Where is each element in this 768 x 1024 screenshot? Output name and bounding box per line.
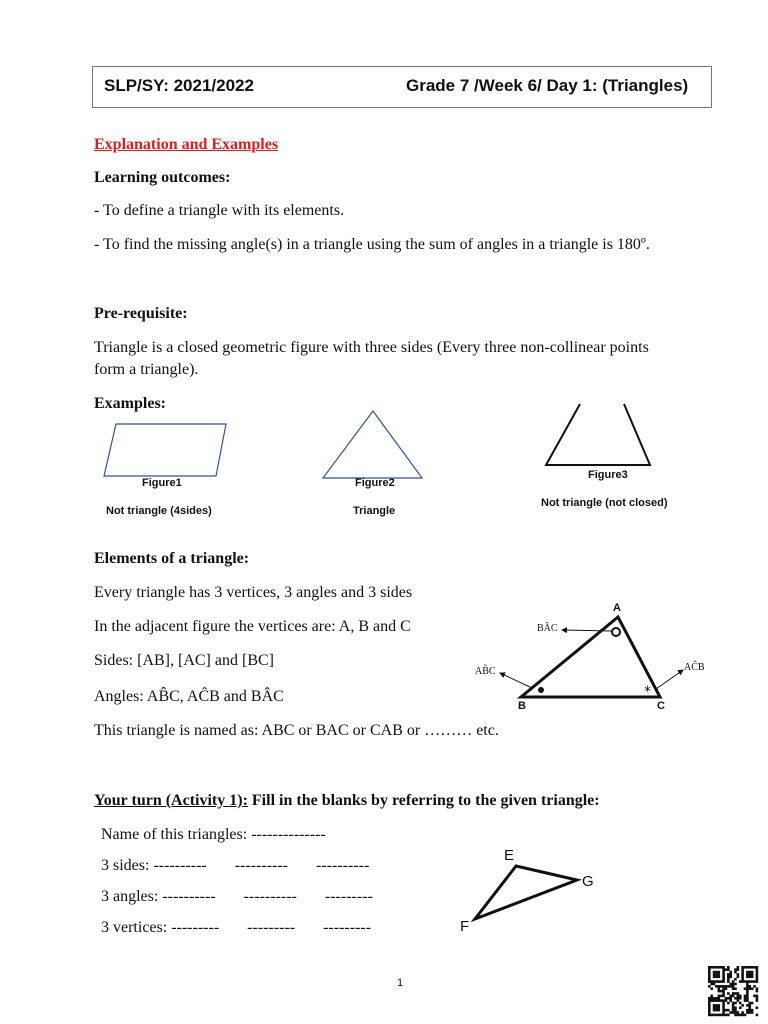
prerequisite-line-1: Triangle is a closed geometric figure with three sides (Every three non-collinear points	[94, 339, 649, 356]
qr-code-icon	[708, 966, 758, 1016]
prerequisite-heading: Pre-requisite:	[94, 305, 188, 322]
header-lesson-title: Grade 7 /Week 6/ Day 1: (Triangles)	[406, 76, 689, 95]
header-school-year: SLP/SY: 2021/2022	[104, 76, 254, 95]
elements-heading: Elements of a triangle:	[94, 550, 250, 567]
section-title: Explanation and Examples	[94, 136, 279, 153]
vertex-b-label: B	[518, 700, 526, 712]
figure2-label: Figure2	[355, 477, 395, 489]
learning-outcome-2: - To find the missing angle(s) in a triangle using the sum of angles in a triangle is 180º.	[94, 236, 650, 253]
page-number: 1	[397, 977, 404, 989]
activity-sides-line: 3 sides: ---------- ---------- ----------	[101, 857, 370, 874]
angle-bac-label: BÂC	[537, 623, 558, 634]
vertex-e-label: E	[504, 847, 515, 864]
activity-instruction: Fill in the blanks by referring to the given triangle:	[247, 792, 600, 809]
figure1-label: Figure1	[142, 477, 182, 489]
figure3-label: Figure3	[588, 469, 628, 481]
activity-name-line: Name of this triangles: --------------	[101, 826, 326, 843]
prerequisite-line-2: form a triangle).	[94, 361, 199, 378]
angle-acb-label: AĈB	[684, 662, 705, 673]
elements-line-1: Every triangle has 3 vertices, 3 angles and 3 sides	[94, 584, 413, 601]
angle-abc-label: AB̂C	[475, 666, 496, 677]
elements-line-4: Angles: AB̂C, AĈB and BÂC	[94, 688, 284, 705]
vertex-c-label: C	[657, 700, 665, 712]
angle-c-marker: *	[644, 684, 651, 700]
elements-line-3: Sides: [AB], [AC] and [BC]	[94, 652, 274, 669]
learning-outcomes-heading: Learning outcomes:	[94, 169, 231, 186]
activity-vertices-line: 3 vertices: --------- --------- ---------	[101, 919, 372, 936]
vertex-f-label: F	[460, 918, 470, 935]
elements-line-2: In the adjacent figure the vertices are: A, B and C	[94, 618, 411, 635]
elements-line-5: This triangle is named as: ABC or BAC or CAB or ……… etc.	[94, 722, 499, 739]
activity-label: Your turn (Activity 1):	[94, 792, 248, 809]
activity-angles-line: 3 angles: ---------- ---------- ---------	[101, 888, 373, 905]
figure3-caption: Not triangle (not closed)	[541, 497, 668, 509]
examples-heading: Examples:	[94, 395, 166, 412]
figure2-caption: Triangle	[353, 505, 396, 517]
figure1-caption: Not triangle (4sides)	[106, 505, 212, 517]
vertex-a-label: A	[613, 602, 621, 614]
triangle-efg	[475, 866, 577, 919]
vertex-g-label: G	[582, 873, 594, 890]
learning-outcome-1: - To define a triangle with its elements.	[94, 202, 345, 219]
